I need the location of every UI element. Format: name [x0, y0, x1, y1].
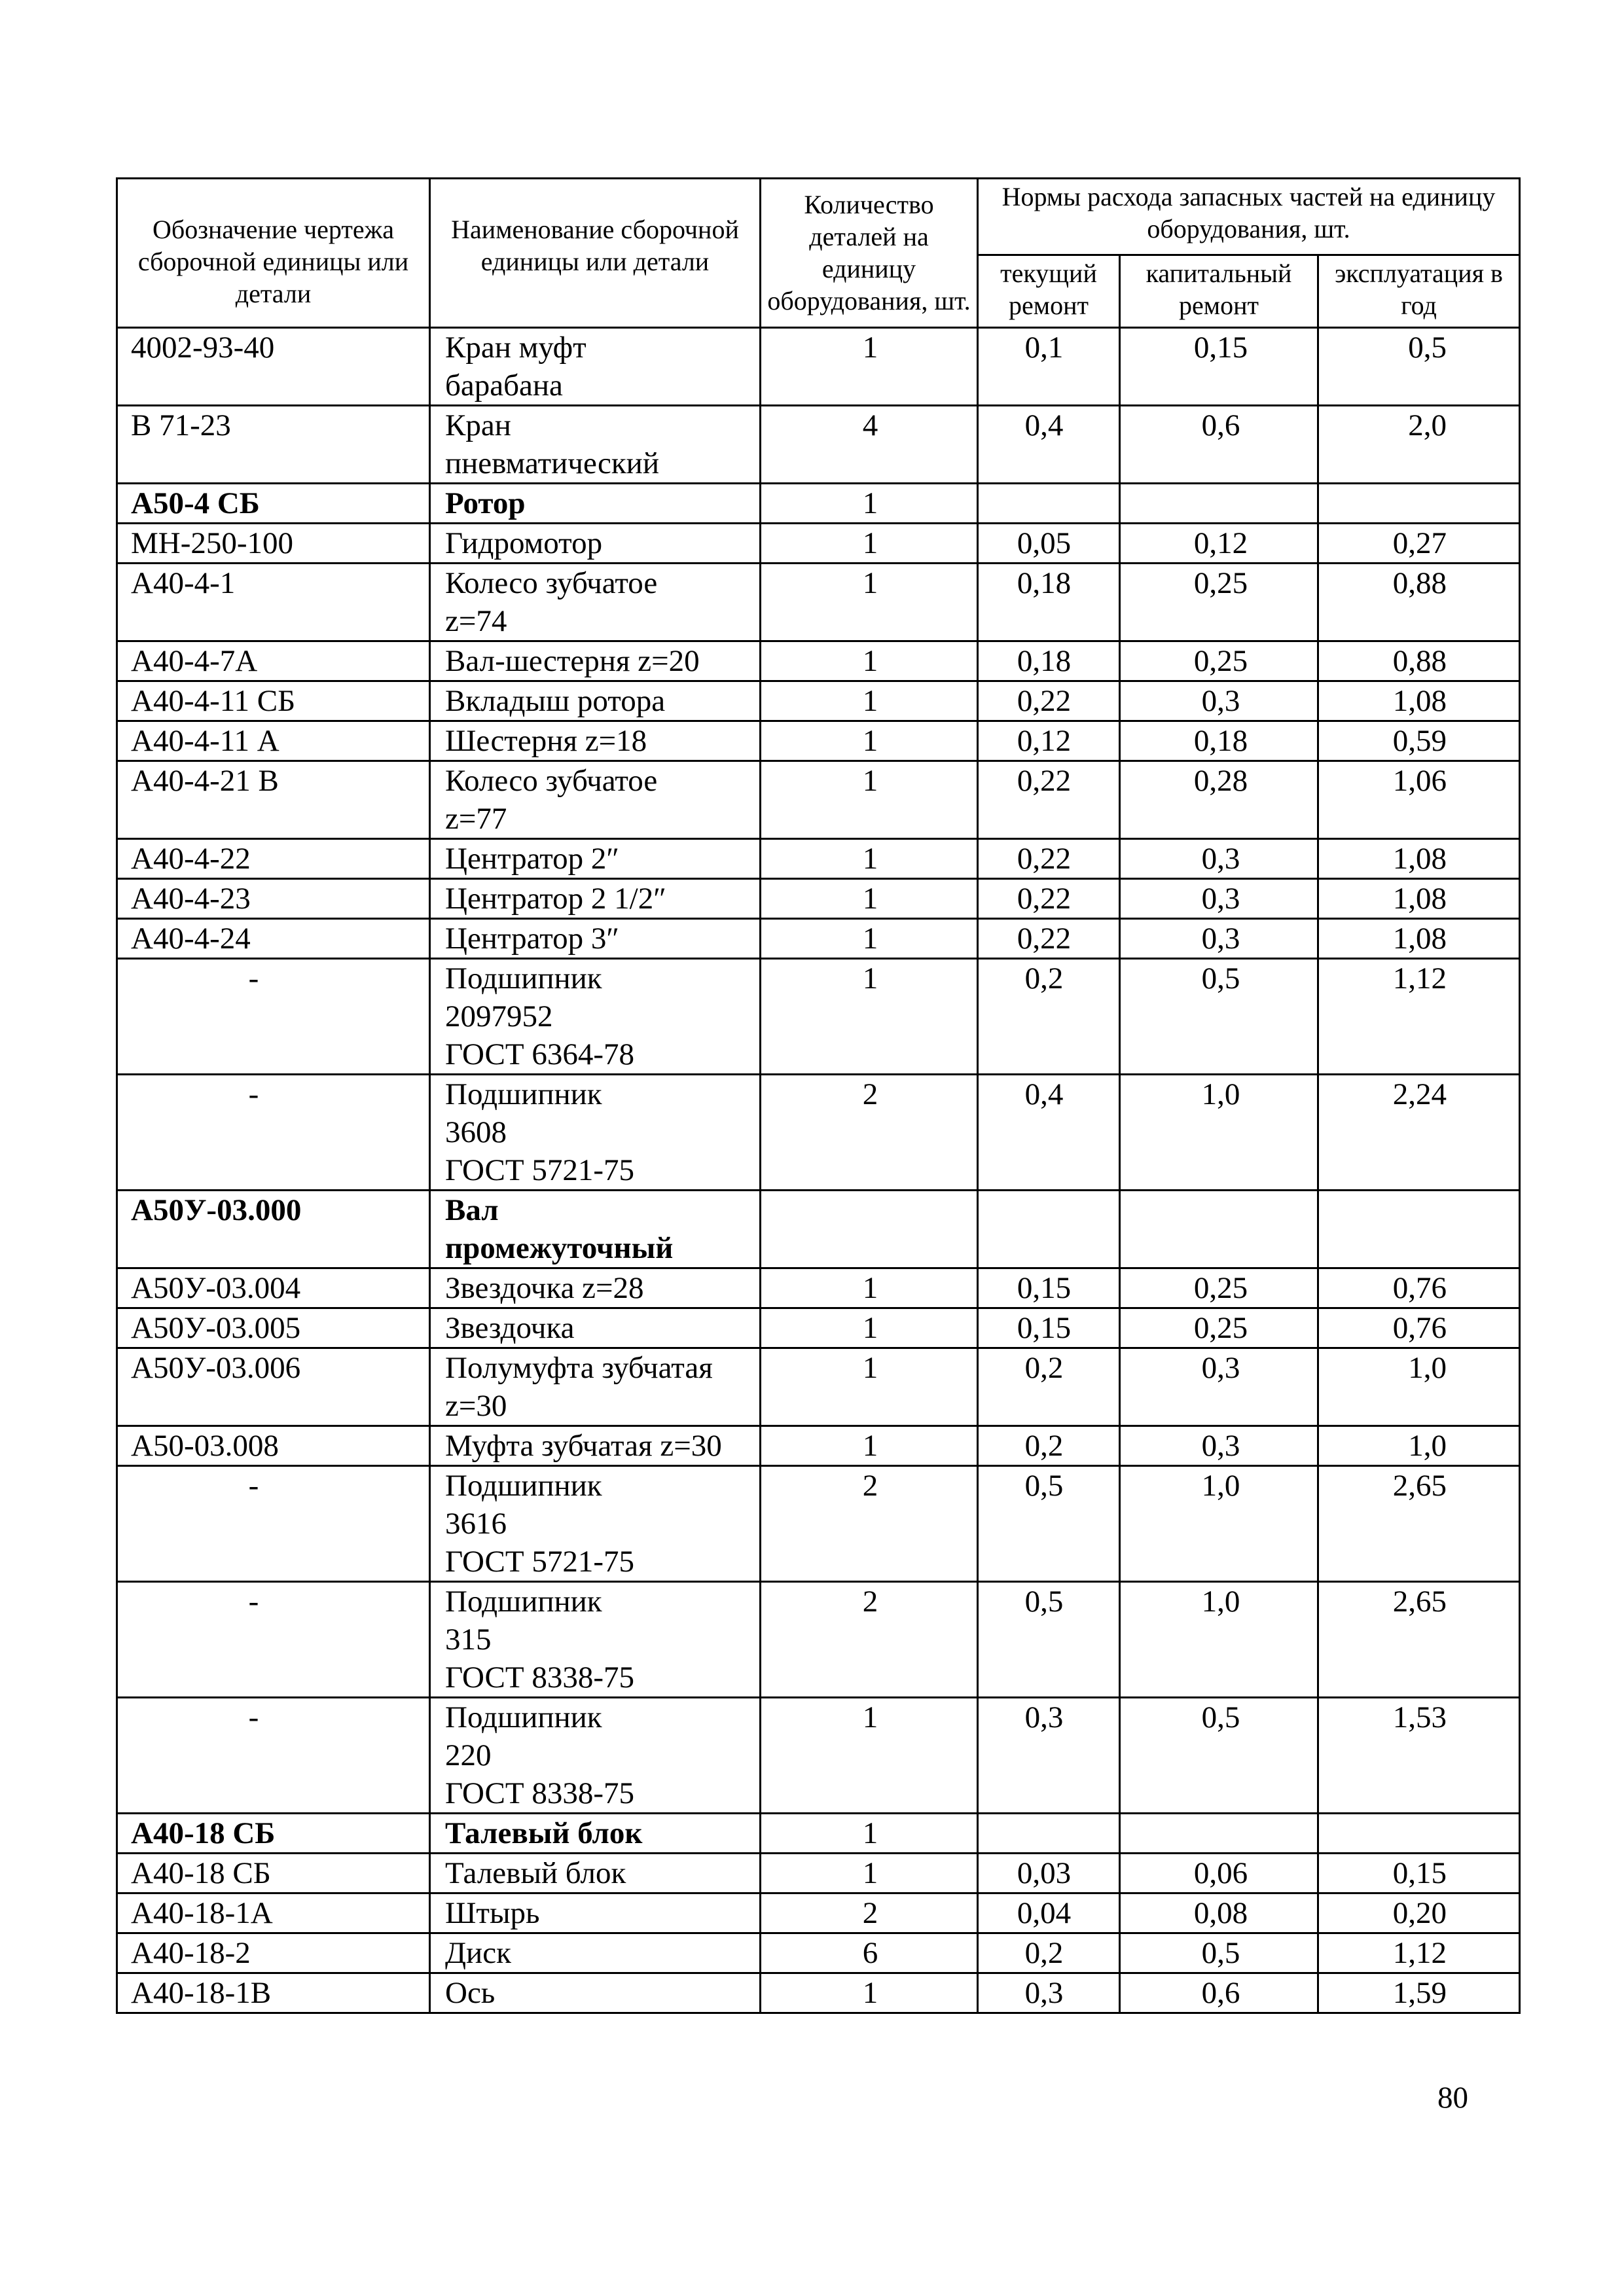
table-row	[117, 681, 1520, 721]
quantity-cell: 1	[761, 1268, 978, 1308]
quantity-cell: 1	[761, 1814, 978, 1854]
quantity-cell: 1	[761, 1973, 978, 2013]
header-current-repair: текущий ремонт	[978, 255, 1120, 328]
table-row	[117, 839, 1520, 879]
operation-per-year-cell: 1,06	[1318, 761, 1520, 839]
capital-repair-cell: 0,6	[1120, 1973, 1318, 2013]
unit-name-cell: Вкладыш ротора	[430, 681, 761, 721]
quantity-cell: 1	[761, 328, 978, 406]
quantity-cell: 1	[761, 564, 978, 641]
capital-repair-cell: 0,15	[1120, 328, 1318, 406]
unit-name-cell: Подшипник 3608 ГОСТ 5721-75	[430, 1075, 761, 1191]
capital-repair-cell	[1120, 1191, 1318, 1268]
drawing-code-cell: В 71-23	[117, 406, 430, 484]
capital-repair-cell: 0,3	[1120, 1348, 1318, 1426]
drawing-code-cell: -	[117, 1075, 430, 1191]
capital-repair-cell: 0,5	[1120, 959, 1318, 1075]
unit-name-cell: Полумуфта зубчатая z=30	[430, 1348, 761, 1426]
capital-repair-cell	[1120, 484, 1318, 524]
current-repair-cell: 0,22	[978, 919, 1120, 959]
table-row	[117, 959, 1520, 1075]
current-repair-cell: 0,5	[978, 1466, 1120, 1582]
quantity-cell: 4	[761, 406, 978, 484]
quantity-cell: 1	[761, 681, 978, 721]
quantity-cell: 1	[761, 959, 978, 1075]
table-row	[117, 1698, 1520, 1814]
quantity-cell: 1	[761, 1308, 978, 1348]
drawing-code-cell: А40-18-2	[117, 1933, 430, 1973]
operation-per-year-cell: 1,12	[1318, 1933, 1520, 1973]
current-repair-cell: 0,12	[978, 721, 1120, 761]
unit-name-cell: Звездочка	[430, 1308, 761, 1348]
drawing-code-cell: А40-18 СБ	[117, 1814, 430, 1854]
operation-per-year-cell: 0,20	[1318, 1893, 1520, 1933]
unit-name-cell: Кран муфт барабана	[430, 328, 761, 406]
unit-name-cell: Подшипник 315 ГОСТ 8338-75	[430, 1582, 761, 1698]
drawing-code-cell: -	[117, 1582, 430, 1698]
capital-repair-cell: 0,25	[1120, 1268, 1318, 1308]
drawing-code-cell: А40-4-24	[117, 919, 430, 959]
quantity-cell: 2	[761, 1893, 978, 1933]
quantity-cell: 1	[761, 919, 978, 959]
operation-per-year-cell: 1,0	[1318, 1348, 1520, 1426]
unit-name-cell: Центратор 2″	[430, 839, 761, 879]
quantity-cell: 6	[761, 1933, 978, 1973]
current-repair-cell: 0,18	[978, 641, 1120, 681]
drawing-code-cell: А50У-03.004	[117, 1268, 430, 1308]
operation-per-year-cell: 1,08	[1318, 919, 1520, 959]
table-row	[117, 761, 1520, 839]
table-row	[117, 1854, 1520, 1893]
unit-name-cell: Колесо зубчатое z=74	[430, 564, 761, 641]
drawing-code-cell: А50У-03.005	[117, 1308, 430, 1348]
table-header	[117, 179, 1520, 328]
table-row	[117, 1933, 1520, 1973]
unit-name-cell: Центратор 2 1/2″	[430, 879, 761, 919]
current-repair-cell: 0,18	[978, 564, 1120, 641]
quantity-cell: 1	[761, 484, 978, 524]
capital-repair-cell: 0,08	[1120, 1893, 1318, 1933]
unit-name-cell: Ротор	[430, 484, 761, 524]
drawing-code-cell: А40-4-22	[117, 839, 430, 879]
current-repair-cell: 0,2	[978, 1348, 1120, 1426]
current-repair-cell: 0,22	[978, 681, 1120, 721]
current-repair-cell: 0,15	[978, 1308, 1120, 1348]
current-repair-cell: 0,2	[978, 959, 1120, 1075]
quantity-cell: 1	[761, 761, 978, 839]
table-row	[117, 1075, 1520, 1191]
capital-repair-cell: 0,5	[1120, 1698, 1318, 1814]
quantity-cell: 1	[761, 641, 978, 681]
current-repair-cell: 0,22	[978, 761, 1120, 839]
quantity-cell: 1	[761, 1426, 978, 1466]
current-repair-cell: 0,05	[978, 524, 1120, 564]
drawing-code-cell: А40-4-23	[117, 879, 430, 919]
unit-name-cell: Подшипник 2097952 ГОСТ 6364-78	[430, 959, 761, 1075]
unit-name-cell: Диск	[430, 1933, 761, 1973]
operation-per-year-cell: 0,76	[1318, 1308, 1520, 1348]
operation-per-year-cell: 1,53	[1318, 1698, 1520, 1814]
capital-repair-cell: 0,12	[1120, 524, 1318, 564]
table-row	[117, 524, 1520, 564]
current-repair-cell	[978, 1191, 1120, 1268]
capital-repair-cell: 0,06	[1120, 1854, 1318, 1893]
capital-repair-cell: 0,6	[1120, 406, 1318, 484]
table-row	[117, 1466, 1520, 1582]
operation-per-year-cell: 0,27	[1318, 524, 1520, 564]
capital-repair-cell: 0,3	[1120, 1426, 1318, 1466]
capital-repair-cell: 1,0	[1120, 1466, 1318, 1582]
table-row	[117, 328, 1520, 406]
drawing-code-cell: А40-4-1	[117, 564, 430, 641]
capital-repair-cell: 0,25	[1120, 1308, 1318, 1348]
table-row	[117, 919, 1520, 959]
quantity-cell: 1	[761, 839, 978, 879]
table-section-row	[117, 484, 1520, 524]
unit-name-cell: Талевый блок	[430, 1854, 761, 1893]
drawing-code-cell: 4002-93-40	[117, 328, 430, 406]
table-row	[117, 721, 1520, 761]
operation-per-year-cell: 0,76	[1318, 1268, 1520, 1308]
drawing-code-cell: А40-18-1А	[117, 1893, 430, 1933]
current-repair-cell: 0,4	[978, 1075, 1120, 1191]
operation-per-year-cell: 0,88	[1318, 641, 1520, 681]
table-row	[117, 879, 1520, 919]
current-repair-cell: 0,22	[978, 839, 1120, 879]
operation-per-year-cell: 2,24	[1318, 1075, 1520, 1191]
operation-per-year-cell: 1,0	[1318, 1426, 1520, 1466]
current-repair-cell: 0,2	[978, 1426, 1120, 1466]
table-row	[117, 1893, 1520, 1933]
quantity-cell: 1	[761, 1854, 978, 1893]
current-repair-cell: 0,5	[978, 1582, 1120, 1698]
table-row	[117, 1268, 1520, 1308]
unit-name-cell: Звездочка z=28	[430, 1268, 761, 1308]
unit-name-cell: Подшипник 3616 ГОСТ 5721-75	[430, 1466, 761, 1582]
capital-repair-cell: 0,3	[1120, 839, 1318, 879]
spare-parts-norms-table	[116, 177, 1521, 2014]
unit-name-cell: Центратор 3″	[430, 919, 761, 959]
unit-name-cell: Талевый блок	[430, 1814, 761, 1854]
capital-repair-cell: 0,3	[1120, 681, 1318, 721]
operation-per-year-cell: 1,08	[1318, 879, 1520, 919]
current-repair-cell: 0,1	[978, 328, 1120, 406]
operation-per-year-cell: 1,08	[1318, 839, 1520, 879]
unit-name-cell: Подшипник 220 ГОСТ 8338-75	[430, 1698, 761, 1814]
operation-per-year-cell: 0,15	[1318, 1854, 1520, 1893]
drawing-code-cell: А50-03.008	[117, 1426, 430, 1466]
drawing-code-cell: А40-4-11 А	[117, 721, 430, 761]
quantity-cell: 1	[761, 879, 978, 919]
drawing-code-cell: А50У-03.000	[117, 1191, 430, 1268]
current-repair-cell	[978, 1814, 1120, 1854]
operation-per-year-cell: 0,88	[1318, 564, 1520, 641]
unit-name-cell: Кран пневматический	[430, 406, 761, 484]
operation-per-year-cell: 2,65	[1318, 1466, 1520, 1582]
unit-name-cell: Муфта зубчатая z=30	[430, 1426, 761, 1466]
header-drawing-code: Обозначение чертежа сборочной единицы или детали	[117, 179, 430, 328]
table-section-row	[117, 1814, 1520, 1854]
capital-repair-cell: 0,25	[1120, 641, 1318, 681]
quantity-cell: 2	[761, 1466, 978, 1582]
header-unit-name: Наименование сборочной единицы или детали	[430, 179, 761, 328]
operation-per-year-cell: 1,59	[1318, 1973, 1520, 2013]
table-row	[117, 1426, 1520, 1466]
quantity-cell: 1	[761, 1698, 978, 1814]
operation-per-year-cell: 2,0	[1318, 406, 1520, 484]
spare-parts-norms-table-container	[116, 177, 1519, 2014]
unit-name-cell: Колесо зубчатое z=77	[430, 761, 761, 839]
page-number: 80	[1437, 2081, 1468, 2115]
table-body	[117, 328, 1520, 2013]
drawing-code-cell: А40-4-7А	[117, 641, 430, 681]
operation-per-year-cell: 2,65	[1318, 1582, 1520, 1698]
capital-repair-cell: 0,3	[1120, 879, 1318, 919]
drawing-code-cell: А40-4-11 СБ	[117, 681, 430, 721]
capital-repair-cell: 1,0	[1120, 1075, 1318, 1191]
current-repair-cell: 0,04	[978, 1893, 1120, 1933]
header-quantity: Количество деталей на единицу оборудования, шт.	[761, 179, 978, 328]
current-repair-cell: 0,03	[978, 1854, 1120, 1893]
current-repair-cell: 0,3	[978, 1698, 1120, 1814]
quantity-cell: 1	[761, 524, 978, 564]
header-operation-per-year: эксплуатация в год	[1318, 255, 1520, 328]
unit-name-cell: Ось	[430, 1973, 761, 2013]
table-row	[117, 564, 1520, 641]
current-repair-cell: 0,22	[978, 879, 1120, 919]
current-repair-cell: 0,3	[978, 1973, 1120, 2013]
table-row	[117, 641, 1520, 681]
quantity-cell: 1	[761, 721, 978, 761]
table-row	[117, 406, 1520, 484]
table-row	[117, 1973, 1520, 2013]
header-capital-repair: капитальный ремонт	[1120, 255, 1318, 328]
capital-repair-cell: 0,28	[1120, 761, 1318, 839]
unit-name-cell: Гидромотор	[430, 524, 761, 564]
drawing-code-cell: А40-18-1В	[117, 1973, 430, 2013]
operation-per-year-cell: 1,12	[1318, 959, 1520, 1075]
capital-repair-cell	[1120, 1814, 1318, 1854]
quantity-cell	[761, 1191, 978, 1268]
operation-per-year-cell: 0,59	[1318, 721, 1520, 761]
drawing-code-cell: -	[117, 959, 430, 1075]
drawing-code-cell: -	[117, 1466, 430, 1582]
operation-per-year-cell	[1318, 484, 1520, 524]
operation-per-year-cell: 1,08	[1318, 681, 1520, 721]
current-repair-cell: 0,4	[978, 406, 1120, 484]
table-row	[117, 1308, 1520, 1348]
operation-per-year-cell: 0,5	[1318, 328, 1520, 406]
unit-name-cell: Вал-шестерня z=20	[430, 641, 761, 681]
header-consumption-norms: Нормы расхода запасных частей на единицу оборудования, шт.	[978, 179, 1520, 255]
table-row	[117, 1582, 1520, 1698]
capital-repair-cell: 0,25	[1120, 564, 1318, 641]
capital-repair-cell: 0,18	[1120, 721, 1318, 761]
unit-name-cell: Вал промежуточный	[430, 1191, 761, 1268]
current-repair-cell: 0,15	[978, 1268, 1120, 1308]
unit-name-cell: Шестерня z=18	[430, 721, 761, 761]
drawing-code-cell: -	[117, 1698, 430, 1814]
current-repair-cell: 0,2	[978, 1933, 1120, 1973]
current-repair-cell	[978, 484, 1120, 524]
drawing-code-cell: А50-4 СБ	[117, 484, 430, 524]
capital-repair-cell: 0,5	[1120, 1933, 1318, 1973]
quantity-cell: 1	[761, 1348, 978, 1426]
quantity-cell: 2	[761, 1582, 978, 1698]
table-row	[117, 1348, 1520, 1426]
drawing-code-cell: А40-4-21 В	[117, 761, 430, 839]
operation-per-year-cell	[1318, 1814, 1520, 1854]
drawing-code-cell: МН-250-100	[117, 524, 430, 564]
capital-repair-cell: 0,3	[1120, 919, 1318, 959]
unit-name-cell: Штырь	[430, 1893, 761, 1933]
table-section-row	[117, 1191, 1520, 1268]
quantity-cell: 2	[761, 1075, 978, 1191]
operation-per-year-cell	[1318, 1191, 1520, 1268]
capital-repair-cell: 1,0	[1120, 1582, 1318, 1698]
drawing-code-cell: А50У-03.006	[117, 1348, 430, 1426]
drawing-code-cell: А40-18 СБ	[117, 1854, 430, 1893]
